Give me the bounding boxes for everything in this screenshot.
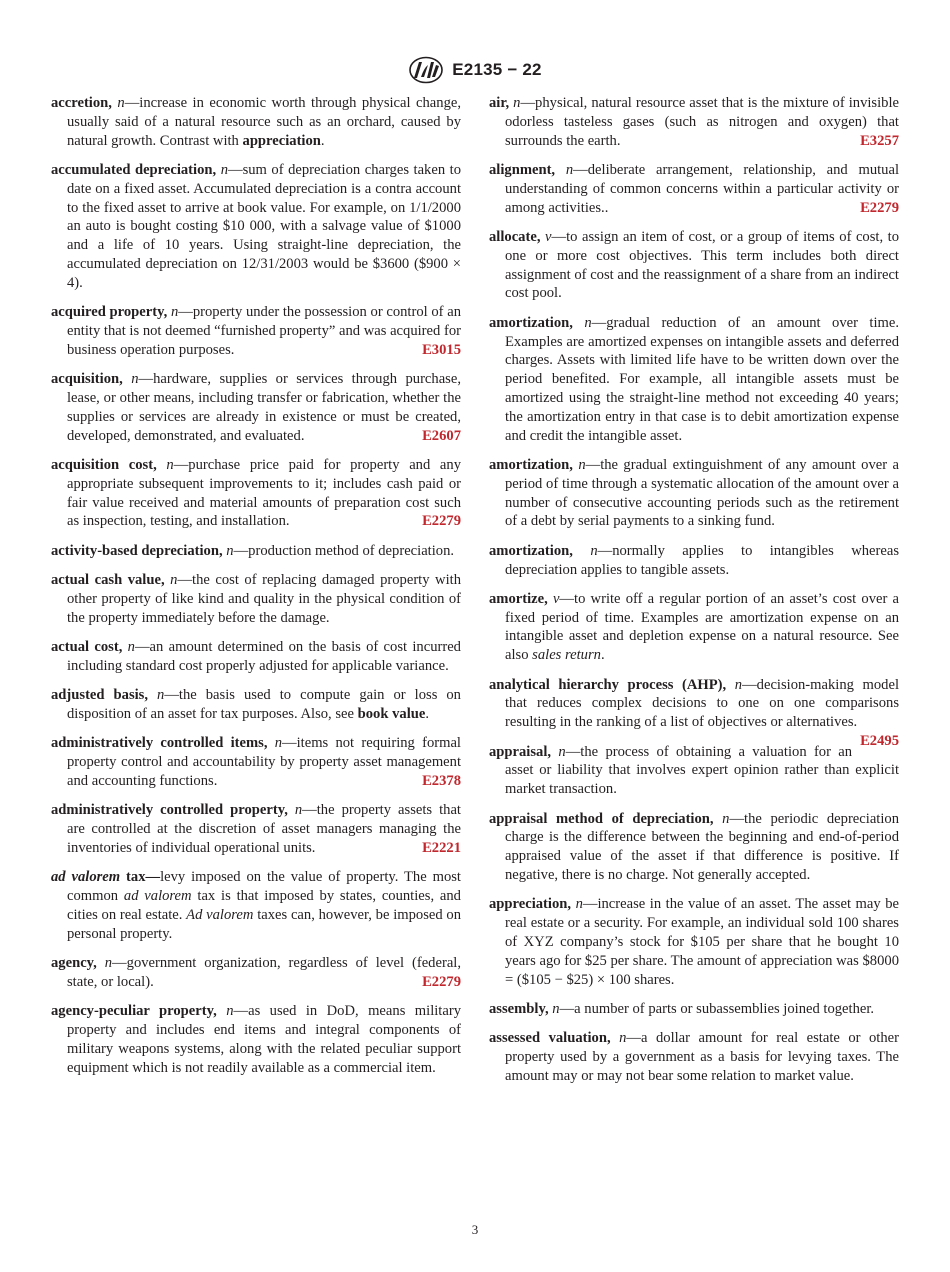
glossary-entry [51, 734, 461, 790]
cross-reference: appreciation [242, 132, 321, 149]
entry-term: activity-based depreciation, [51, 542, 223, 559]
entry-definition: —purchase price paid for property and any appropriate subsequent improvements to it; includes cash paid or fair value received and material amounts of preparation cost such as inspection, testing, and installation. [67, 456, 461, 530]
entry-definition: —to write off a regular portion of an asset’s cost over a fixed period of time. Examples are amortization expense on an intangible asset and depletion expense on a natural resource. See also [505, 590, 899, 664]
cross-reference: sales return [532, 647, 601, 664]
entry-term: agency, [51, 955, 97, 972]
part-of-speech: n [513, 95, 521, 111]
glossary-entry [51, 638, 461, 676]
standard-reference: E2279 [422, 513, 461, 530]
entry-definition: —normally applies to intangibles whereas depreciation applies to tangible assets. [505, 542, 899, 578]
glossary-entry [51, 571, 461, 627]
entry-definition: —gradual reduction of an amount over time. Examples are amortized expenses on intangible assets and deferred charges. Assets with limited life have to be written down over the period benefited. For example, all intangible assets must be amortized using the straight-line method not exceeding 40 years; the amortization entry in that case is to debit amortization expense and credit the intangible asset. [505, 314, 899, 444]
entry-term: appraisal method of depreciation, [489, 810, 714, 827]
glossary-entry [51, 370, 461, 445]
glossary-entry [51, 303, 461, 359]
glossary-entry [489, 895, 899, 989]
term-italic: ad valorem [51, 869, 121, 886]
entry-term: appraisal, [489, 743, 552, 760]
entry-term: acquisition, [51, 371, 123, 388]
part-of-speech: n [558, 743, 566, 760]
entry-term: assembly, [489, 1001, 549, 1017]
cross-reference: book value [357, 706, 426, 723]
definition-italic: ad valorem [123, 888, 192, 905]
part-of-speech: n [170, 304, 179, 321]
entry-definition: —physical, natural resource asset that is the mixture of invisible odorless tasteless gases (such as nitrogen and oxygen) that surrounds the earth. [505, 95, 899, 149]
glossary-entry: amortize, v—to write off a regular portion of an asset’s cost over a fixed period of time. Examples are amortization expense on an intangible asset and depletion expense on a natural resource. See also sales return. [489, 590, 899, 664]
entry-definition: —a number of parts or subassemblies joined together. [559, 1001, 875, 1017]
page-number: 3 [471, 1222, 479, 1237]
part-of-speech: n [575, 896, 583, 913]
right-column [489, 94, 899, 1096]
entry-definition: —as used in DoD, means military property and includes end items and integral components of military weapons systems, along with the related peculiar support equipment which is not readily available as a commercial item. [67, 1003, 461, 1076]
part-of-speech: n [584, 314, 592, 331]
part-of-speech: n [552, 1001, 560, 1017]
entry-definition: —the basis used to compute gain or loss on disposition of an asset for tax purposes. Also, see [67, 687, 461, 723]
glossary-entry [489, 228, 899, 303]
part-of-speech: n [294, 802, 303, 819]
entry-term: acquisition cost, [51, 456, 157, 473]
page-header [0, 56, 950, 84]
entry-definition: —property under the possession or control of an entity that is not deemed “furnished property” and was acquired for business operation purposes. [67, 304, 461, 358]
entry-definition: levy imposed on the value of property. The most common [67, 869, 461, 905]
part-of-speech: n [722, 810, 730, 827]
entry-definition: —the process of obtaining a valuation for an asset or liability that involves expert opinion rather than explicit market transaction. [505, 743, 899, 798]
glossary-entry: accretion, n—increase in economic worth through physical change, usually said of a natural resource such as an orchard, caused by natural growth. Contrast with appreciation. [51, 95, 461, 149]
entry-term: administratively controlled property, [51, 802, 288, 819]
entry-term: accretion, [51, 95, 112, 111]
glossary-entry [51, 801, 461, 857]
left-column [51, 94, 461, 1088]
part-of-speech: n [590, 542, 598, 559]
document-id: E2135 − 22 [452, 60, 542, 79]
part-of-speech: n [274, 735, 283, 752]
entry-definition: —items not requiring formal property control and accountability by property asset management and accounting functions. [67, 735, 461, 790]
part-of-speech: n [578, 456, 586, 473]
part-of-speech: n [220, 161, 228, 178]
entry-term: ad valorem tax— [51, 869, 161, 886]
glossary-entry [51, 161, 461, 293]
entry-term: assessed valuation, [489, 1030, 611, 1047]
part-of-speech: v [552, 590, 560, 607]
glossary-entry [489, 743, 899, 799]
standard-reference: E2279 [422, 974, 461, 990]
entry-definition: —production method of depreciation. [233, 542, 455, 559]
entry-term: agency-peculiar property, [51, 1003, 217, 1020]
part-of-speech: n [157, 687, 165, 704]
entry-definition: —the periodic depreciation charge is the difference between the beginning and end-of-period appraised value of the asset if that difference is positive. If negative, there is no charge. Not generally accepted. [505, 810, 899, 884]
standard-reference: E3015 [422, 341, 461, 358]
standard-reference: E2495 [860, 733, 899, 750]
glossary-entry [489, 676, 899, 750]
part-of-speech: n [226, 1003, 234, 1020]
entry-term: adjusted basis, [51, 687, 149, 704]
entry-definition: —an amount determined on the basis of cost incurred including standard cost properly adjusted for applicable variance. [67, 639, 461, 674]
part-of-speech: n [131, 371, 139, 388]
part-of-speech: n [166, 456, 174, 473]
entry-definition: taxes can, however, be imposed on personal property. [67, 907, 462, 942]
part-of-speech: n [117, 95, 125, 111]
glossary-entry [489, 1000, 899, 1019]
entry-term: accumulated depreciation, [51, 161, 217, 178]
part-of-speech: n [619, 1030, 627, 1047]
entry-definition: —sum of depreciation charges taken to date on a fixed asset. Accumulated depreciation is a contra account to the fixed asset to arrive at book value. For example, on 1/1/2000 an auto is bought costing $10 000, with a salvage value of $1000 and a life of 10 years. Using straight-line depreciation, the accumulated depreciation on 12/31/2003 would be $3600 ($900 × 4). [67, 161, 461, 291]
entry-term: appreciation, [489, 896, 572, 913]
part-of-speech: v [545, 228, 552, 245]
entry-term: allocate, [489, 228, 541, 245]
entry-term: amortization, [489, 456, 573, 473]
entry-definition: —hardware, supplies or services through purchase, lease, or other means, including transfer or fabrication, whether the supplies or services are already in existence or must be created, developed, demonstrated, and evaluated. [67, 371, 461, 444]
entry-term: analytical hierarchy process (AHP), [489, 676, 727, 693]
entry-definition: —to assign an item of cost, or a group of items of cost, to one or more cost objectives. This term includes both direct assignment of cost and the reassignment of a share from an indirect cost pool. [505, 228, 899, 302]
glossary-entry [51, 1002, 461, 1077]
part-of-speech: n [127, 639, 135, 656]
entry-term: amortize, [489, 590, 548, 607]
entry-definition: —a dollar amount for real estate or other property used by a government as a basis for levying taxes. The amount may or may not bear some relation to market value. [505, 1030, 899, 1084]
standard-reference: E2607 [422, 427, 461, 444]
entry-definition: tax is that imposed by states, counties, and cities on real estate. [67, 888, 461, 924]
definition-italic: Ad valorem [186, 907, 254, 924]
standard-reference: E3257 [860, 132, 899, 149]
part-of-speech: n [734, 676, 743, 693]
entry-definition: —increase in economic worth through physical change, usually said of a natural resource such as an orchard, caused by natural growth. Contrast with [67, 95, 461, 149]
glossary-entry [489, 314, 899, 446]
part-of-speech: n [104, 955, 113, 972]
glossary-entry [51, 954, 461, 992]
entry-term: acquired property, [51, 304, 168, 321]
entry-term: alignment, [489, 161, 556, 178]
glossary-entry [489, 810, 899, 885]
glossary-entry [51, 868, 461, 943]
entry-definition: —the cost of replacing damaged property with other property of like kind and quality in the physical condition of the property immediately before the damage. [67, 572, 461, 626]
entry-term: administratively controlled items, [51, 735, 268, 752]
glossary-entry [51, 456, 461, 531]
entry-definition: —the gradual extinguishment of any amount over a period of time through a systematic allocation of the amount over a number of consecutive accounting periods such as the retirement of a debt by serial payments to a sinking fund. [505, 456, 899, 530]
entry-term: actual cost, [51, 639, 123, 656]
entry-term: amortization, [489, 542, 573, 559]
entry-term: air, [489, 95, 510, 111]
glossary-entry [51, 542, 461, 561]
entry-definition: —increase in the value of an asset. The asset may be real estate or a security. For example, an individual sold 100 shares of XYZ company’s stock for $105 per share that he bought 10 years ago for $25 per share. The amount of appreciation was $8000 = ($105 − $25) × 100 shares. [505, 896, 899, 988]
entry-definition: —decision-making model that reduces complex decisions to one on one comparisons resulting in the ranking of a list of objectives or alternatives. [505, 676, 899, 731]
astm-logo-icon [408, 56, 444, 84]
standard-reference: E2221 [422, 840, 461, 857]
entry-definition: —deliberate arrangement, relationship, and mutual understanding of common concerns within a particular activity or among activities.. [505, 161, 899, 216]
standard-reference: E2378 [422, 773, 461, 790]
part-of-speech: n [565, 161, 574, 178]
glossary-entry [489, 1029, 899, 1085]
glossary-entry: adjusted basis, n—the basis used to compute gain or loss on disposition of an asset for tax purposes. Also, see book value. [51, 687, 461, 723]
entry-term: actual cash value, [51, 572, 165, 589]
glossary-entry [489, 456, 899, 531]
entry-definition: —government organization, regardless of level (federal, state, or local). [67, 955, 461, 990]
part-of-speech: n [170, 572, 178, 589]
entry-definition: —the property assets that are controlled at the discretion of asset managers managing the inventories of individual operational units. [67, 802, 461, 857]
entry-term: amortization, [489, 314, 573, 331]
part-of-speech: n [226, 542, 234, 559]
standard-reference: E2279 [860, 199, 899, 216]
glossary-entry [489, 94, 899, 150]
glossary-entry [489, 161, 899, 217]
glossary-entry [489, 542, 899, 580]
